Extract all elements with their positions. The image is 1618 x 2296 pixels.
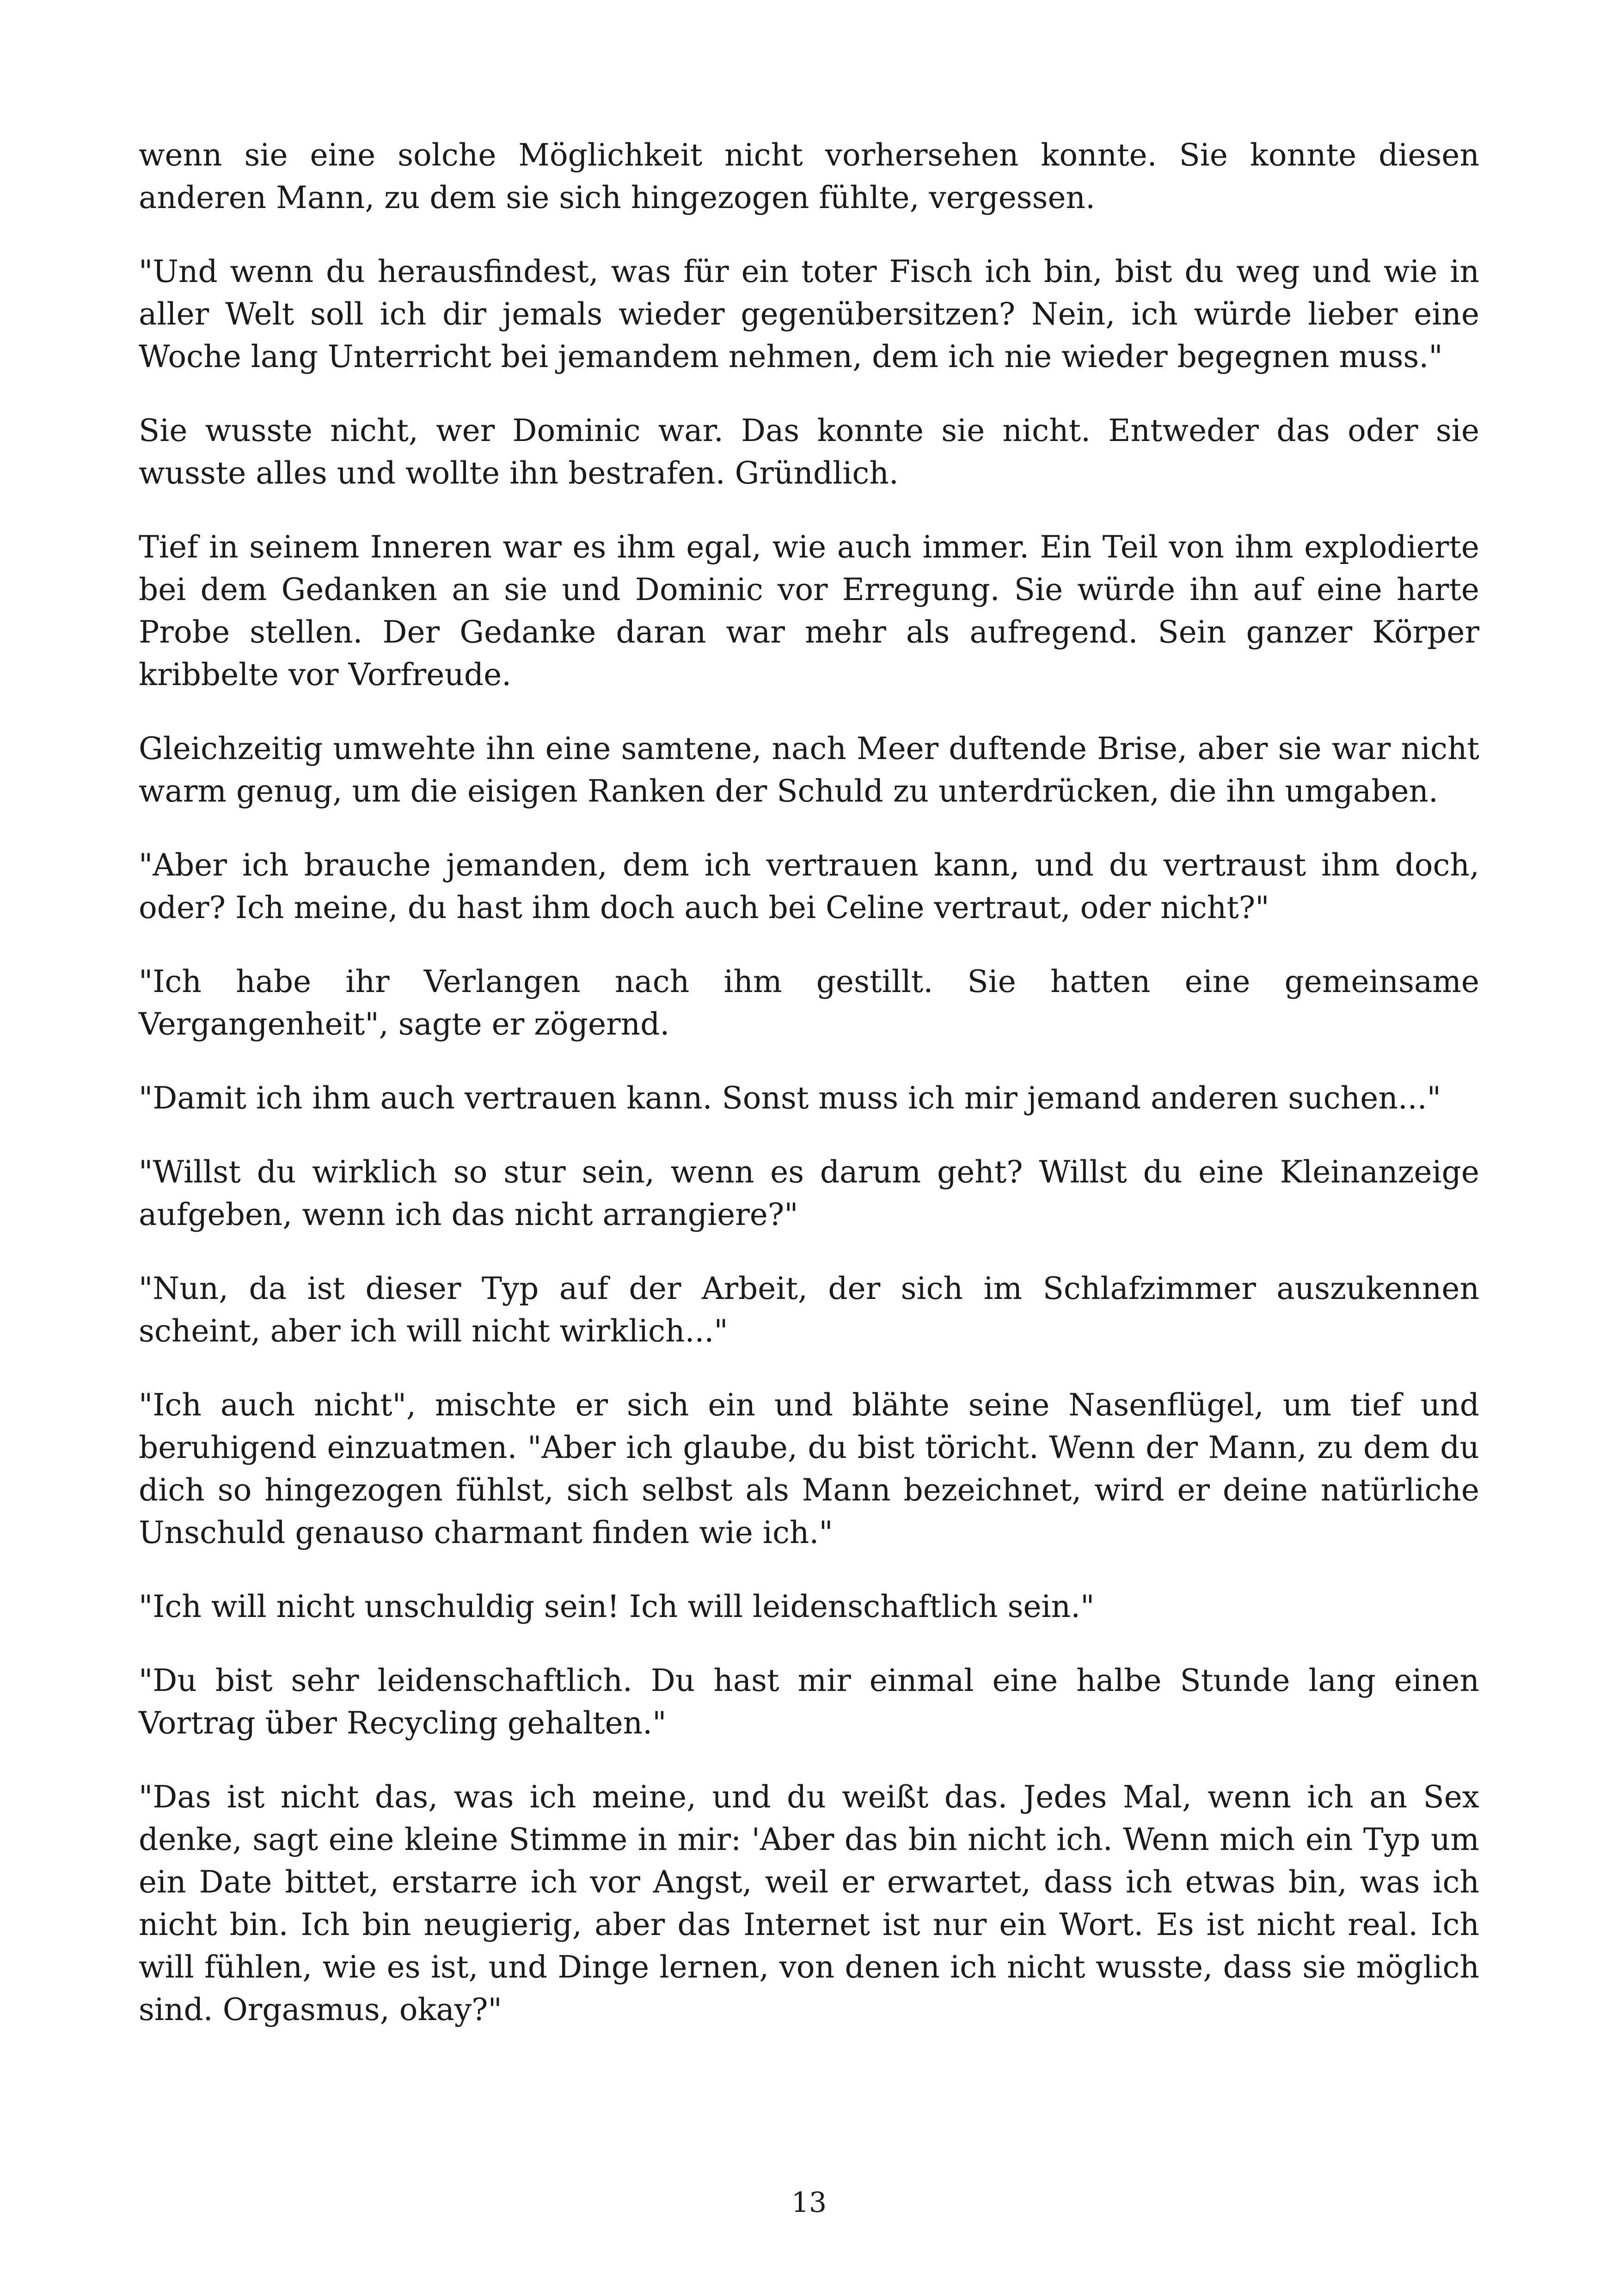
paragraph: "Und wenn du herausfindest, was für ein toter Fisch ich bin, bist du weg und wie in aller Welt soll ich dir jemals wieder gegenübersitzen? Nein, ich würde lieber eine Woche lang Unterricht bei jemandem nehmen, dem ich nie wieder begegnen muss." <box>139 254 1479 374</box>
paragraph: "Du bist sehr leidenschaftlich. Du hast mir einmal eine halbe Stunde lang einen Vortrag über Recycling gehalten." <box>139 1663 1479 1741</box>
paragraph: "Das ist nicht das, was ich meine, und du weißt das. Jedes Mal, wenn ich an Sex denke, sagt eine kleine Stimme in mir: 'Aber das bin nicht ich. Wenn mich ein Typ um ein Date bittet, erstarre ich vor Angst, weil er erwartet, dass ich etwas bin, was ich nicht bin. Ich bin neugierig, aber das Internet ist nur ein Wort. Es ist nicht real. Ich will fühlen, wie es ist, und Dinge lernen, von denen ich nicht wusste, dass sie möglich sind. Orgasmus, okay?" <box>139 1779 1479 2027</box>
paragraph: "Damit ich ihm auch vertrauen kann. Sonst muss ich mir jemand anderen suchen..." <box>139 1080 1441 1116</box>
paragraph: "Ich auch nicht", mischte er sich ein und blähte seine Nasenflügel, um tief und beruhigend einzuatmen. "Aber ich glaube, du bist töricht. Wenn der Mann, zu dem du dich so hingezogen fühlst, sich selbst als Mann bezeichnet, wird er deine natürliche Unschuld genauso charmant finden wie ich." <box>139 1387 1479 1550</box>
paragraph: "Ich will nicht unschuldig sein! Ich will leidenschaftlich sein." <box>139 1589 1095 1624</box>
page-body <box>139 134 1479 2063</box>
paragraph: "Willst du wirklich so stur sein, wenn es darum geht? Willst du eine Kleinanzeige aufgeben, wenn ich das nicht arrangiere?" <box>139 1154 1479 1232</box>
paragraph: wenn sie eine solche Möglichkeit nicht vorhersehen konnte. Sie konnte diesen anderen Mann, zu dem sie sich hingezogen fühlte, vergessen. <box>139 137 1479 215</box>
paragraph: "Aber ich brauche jemanden, dem ich vertrauen kann, und du vertraust ihm doch, oder? Ich meine, du hast ihm doch auch bei Celine vertraut, oder nicht?" <box>139 847 1479 925</box>
paragraph: "Nun, da ist dieser Typ auf der Arbeit, der sich im Schlafzimmer auszukennen scheint, aber ich will nicht wirklich..." <box>139 1271 1479 1349</box>
paragraph: Gleichzeitig umwehte ihn eine samtene, nach Meer duftende Brise, aber sie war nicht warm genug, um die eisigen Ranken der Schuld zu unterdrücken, die ihn umgaben. <box>139 731 1479 809</box>
paragraph: "Ich habe ihr Verlangen nach ihm gestillt. Sie hatten eine gemeinsame Vergangenheit", sagte er zögernd. <box>139 964 1479 1042</box>
paragraph: Tief in seinem Inneren war es ihm egal, wie auch immer. Ein Teil von ihm explodierte bei dem Gedanken an sie und Dominic vor Erregung. Sie würde ihn auf eine harte Probe stellen. Der Gedanke daran war mehr als aufregend. Sein ganzer Körper kribbelte vor Vorfreude. <box>139 529 1479 692</box>
page-number: 13 <box>791 2186 827 2219</box>
paragraph: Sie wusste nicht, wer Dominic war. Das konnte sie nicht. Entweder das oder sie wusste alles und wollte ihn bestrafen. Gründlich. <box>139 413 1479 491</box>
